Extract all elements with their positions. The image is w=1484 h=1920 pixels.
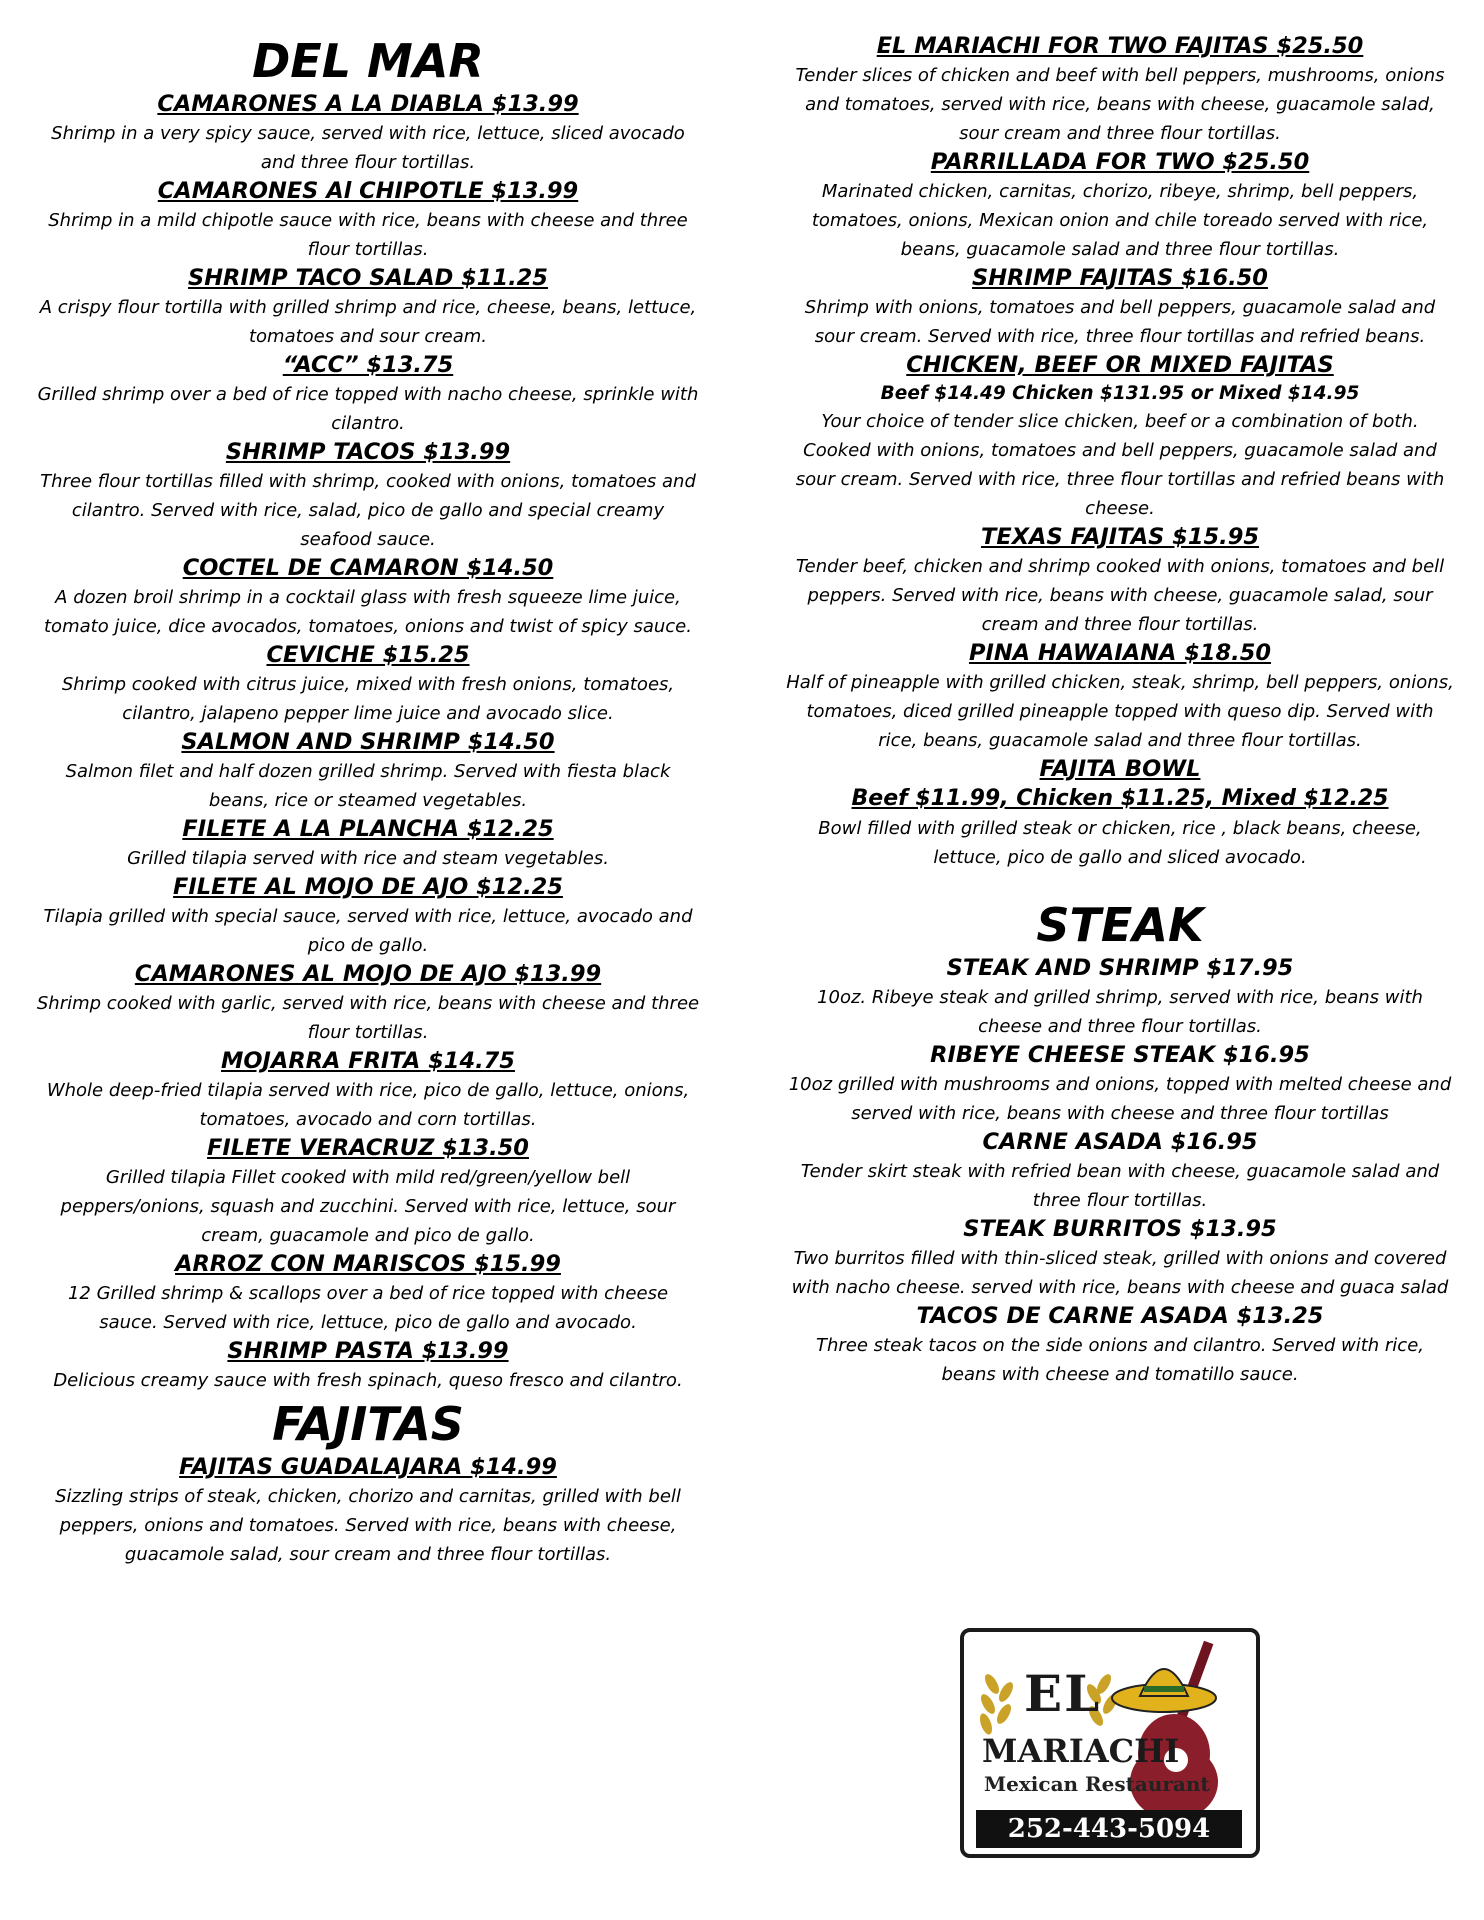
menu-item <box>30 641 706 728</box>
menu-item <box>780 954 1460 1041</box>
menu-item-description: Delicious creamy sauce with fresh spinach, queso fresco and cilantro. <box>53 1370 683 1391</box>
menu-item <box>780 1128 1460 1215</box>
menu-item-name: RIBEYE CHEESE STEAK $16.95 <box>930 1042 1310 1068</box>
menu-item-description: Sizzling strips of steak, chicken, chorizo and carnitas, grilled with bell peppers, onions and tomatoes. Served with rice, beans with cheese, guacamole salad, sour cream and three flour tortillas. <box>55 1486 681 1565</box>
menu-item-description: Three flour tortillas filled with shrimp, cooked with onions, tomatoes and cilantro. Served with rice, salad, pico de gallo and special creamy seafood sauce. <box>40 471 696 550</box>
menu-item-description: Tender slices of chicken and beef with bell peppers, mushrooms, onions and tomatoes, served with rice, beans with cheese, guacamole salad, sour cream and three flour tortillas. <box>795 65 1445 144</box>
menu-item-description: Shrimp cooked with garlic, served with rice, beans with cheese and three flour tortillas. <box>36 993 700 1043</box>
menu-item-description: Marinated chicken, carnitas, chorizo, ribeye, shrimp, bell peppers, tomatoes, onions, Mexican onion and chile toreado served with rice, beans, guacamole salad and three flour tortillas. <box>811 181 1429 260</box>
menu-item-description: Shrimp in a mild chipotle sauce with rice, beans with cheese and three flour tortillas. <box>48 210 688 260</box>
logo-text-mariachi: MARIACHI <box>982 1732 1180 1770</box>
menu-item <box>30 728 706 815</box>
section-title: STEAK <box>1036 898 1204 952</box>
menu-item-name: CHICKEN, BEEF OR MIXED FAJITAS <box>906 352 1334 378</box>
menu-item <box>780 1041 1460 1128</box>
menu-item <box>30 1337 706 1395</box>
menu-item-name: “ACC” $13.75 <box>282 352 454 378</box>
menu-item <box>780 755 1460 872</box>
menu-item-name: COCTEL DE CAMARON $14.50 <box>182 555 554 581</box>
menu-item-name: PARRILLADA FOR TWO $25.50 <box>930 149 1310 175</box>
menu-item <box>30 351 706 438</box>
menu-item-name: PINA HAWAIANA $18.50 <box>968 640 1272 666</box>
menu-item <box>780 351 1460 523</box>
menu-item <box>30 177 706 264</box>
menu-item-description: 10oz. Ribeye steak and grilled shrimp, served with rice, beans with cheese and three flour tortillas. <box>817 987 1423 1037</box>
left-column <box>30 32 706 1569</box>
logo-text-el: EL <box>1024 1664 1102 1723</box>
menu-item-name: CARNE ASADA $16.95 <box>982 1129 1258 1155</box>
menu-item-description: Three steak tacos on the side onions and cilantro. Served with rice, beans with cheese and tomatillo sauce. <box>815 1335 1425 1385</box>
menu-item-description: Tilapia grilled with special sauce, served with rice, lettuce, avocado and pico de gallo. <box>43 906 693 956</box>
menu-item-prices: Beef $14.49 Chicken $131.95 or Mixed $14.95 <box>880 383 1360 404</box>
menu-item-description: Shrimp with onions, tomatoes and bell peppers, guacamole salad and sour cream. Served with rice, three flour tortillas and refried beans. <box>804 297 1436 347</box>
menu-item <box>30 90 706 177</box>
menu-item <box>780 639 1460 755</box>
menu-item <box>780 1215 1460 1302</box>
logo-phone-number: 252-443-5094 <box>976 1810 1242 1848</box>
menu-item-prices: Beef $11.99, Chicken $11.25, Mixed $12.25 <box>851 786 1389 811</box>
menu-item-name: CAMARONES A LA DIABLA $13.99 <box>157 91 579 117</box>
menu-item <box>30 264 706 351</box>
menu-item-description: 12 Grilled shrimp & scallops over a bed of rice topped with cheese sauce. Served with rice, lettuce, pico de gallo and avocado. <box>67 1283 669 1333</box>
menu-item-name: FILETE A LA PLANCHA $12.25 <box>182 816 554 842</box>
menu-item <box>30 960 706 1047</box>
menu-item-name: FAJITA BOWL <box>1039 756 1201 782</box>
menu-item <box>30 438 706 554</box>
menu-item-description: Salmon filet and half dozen grilled shrimp. Served with fiesta black beans, rice or steamed vegetables. <box>65 761 671 811</box>
logo-text-restaurant: Mexican Restaurant <box>984 1772 1210 1796</box>
section-title: FAJITAS <box>272 1397 464 1451</box>
menu-item <box>780 148 1460 264</box>
menu-item-name: CAMARONES AL MOJO DE AJO $13.99 <box>134 961 602 987</box>
menu-item-name: CAMARONES Al CHIPOTLE $13.99 <box>157 178 579 204</box>
menu-item-description: Two burritos filled with thin-sliced steak, grilled with onions and covered with nacho cheese. served with rice, beans with cheese and guaca salad <box>791 1248 1449 1298</box>
menu-item-name: STEAK AND SHRIMP $17.95 <box>946 955 1294 981</box>
menu-item-description: Shrimp cooked with citrus juice, mixed with fresh onions, tomatoes, cilantro, jalapeno pepper lime juice and avocado slice. <box>61 674 675 724</box>
menu-item-description: Grilled tilapia served with rice and steam vegetables. <box>127 848 609 869</box>
menu-item <box>780 523 1460 639</box>
restaurant-logo <box>960 1628 1260 1858</box>
menu-item <box>30 815 706 873</box>
menu-item-description: A crispy flour tortilla with grilled shrimp and rice, cheese, beans, lettuce, tomatoes and sour cream. <box>39 297 697 347</box>
menu-item-name: TEXAS FAJITAS $15.95 <box>980 524 1260 550</box>
wheat-left-icon <box>978 1672 1016 1736</box>
menu-item-name: MOJARRA FRITA $14.75 <box>221 1048 515 1074</box>
menu-item-description: Your choice of tender slice chicken, beef or a combination of both. Cooked with onions, tomatoes and bell peppers, guacamole salad and sour cream. Served with rice, three flour tortillas and refried beans with cheese. <box>795 411 1445 519</box>
menu-item-name: SHRIMP FAJITAS $16.50 <box>972 265 1268 291</box>
menu-item-name: CEVICHE $15.25 <box>266 642 470 668</box>
menu-item-name: STEAK BURRITOS $13.95 <box>963 1216 1277 1242</box>
menu-item-name: SHRIMP TACOS $13.99 <box>225 439 511 465</box>
menu-item-description: 10oz grilled with mushrooms and onions, topped with melted cheese and served with rice, beans with cheese and three flour tortillas <box>788 1074 1452 1124</box>
menu-item-description: Shrimp in a very spicy sauce, served with rice, lettuce, sliced avocado and three flour tortillas. <box>51 123 685 173</box>
menu-item-description: Grilled shrimp over a bed of rice topped with nacho cheese, sprinkle with cilantro. <box>37 384 699 434</box>
menu-item-description: A dozen broil shrimp in a cocktail glass with fresh squeeze lime juice, tomato juice, dice avocados, tomatoes, onions and twist of spicy sauce. <box>44 587 692 637</box>
menu-item-name: FILETE AL MOJO DE AJO $12.25 <box>173 874 563 900</box>
menu-item <box>30 1250 706 1337</box>
menu-item-name: FAJITAS GUADALAJARA $14.99 <box>179 1454 557 1480</box>
menu-item-description: Tender beef, chicken and shrimp cooked with onions, tomatoes and bell peppers. Served with rice, beans with cheese, guacamole salad, sour cream and three flour tortillas. <box>795 556 1445 635</box>
menu-item-description: Bowl filled with grilled steak or chicken, rice , black beans, cheese, lettuce, pico de gallo and sliced avocado. <box>818 818 1422 868</box>
menu-item-description: Whole deep-fried tilapia served with rice, pico de gallo, lettuce, onions, tomatoes, avocado and corn tortillas. <box>46 1080 690 1130</box>
menu-item-name: ARROZ CON MARISCOS $15.99 <box>175 1251 561 1277</box>
menu-item-name: TACOS DE CARNE ASADA $13.25 <box>916 1303 1324 1329</box>
menu-item-name: EL MARIACHI FOR TWO FAJITAS $25.50 <box>876 33 1364 59</box>
section-title: DEL MAR <box>252 34 484 88</box>
menu-item-description: Half of pineapple with grilled chicken, steak, shrimp, bell peppers, onions, tomatoes, diced grilled pineapple topped with queso dip. Served with rice, beans, guacamole salad and three flour tortillas. <box>786 672 1454 751</box>
menu-item <box>30 1134 706 1250</box>
menu-item <box>780 1302 1460 1389</box>
menu-item <box>780 32 1460 148</box>
menu-item-name: SALMON AND SHRIMP $14.50 <box>181 729 555 755</box>
menu-item-name: SHRIMP TACO SALAD $11.25 <box>188 265 548 291</box>
menu-item-name: SHRIMP PASTA $13.99 <box>227 1338 509 1364</box>
menu-item <box>30 873 706 960</box>
menu-item-description: Grilled tilapia Fillet cooked with mild red/green/yellow bell peppers/onions, squash and zucchini. Served with rice, lettuce, sour cream, guacamole and pico de gallo. <box>60 1167 676 1246</box>
right-column <box>780 32 1460 1389</box>
menu-item <box>30 1047 706 1134</box>
menu-item-description: Tender skirt steak with refried bean with cheese, guacamole salad and three flour tortillas. <box>800 1161 1440 1211</box>
menu-item <box>30 554 706 641</box>
menu-item <box>30 1453 706 1569</box>
menu-item-name: FILETE VERACRUZ $13.50 <box>207 1135 529 1161</box>
menu-item <box>780 264 1460 351</box>
